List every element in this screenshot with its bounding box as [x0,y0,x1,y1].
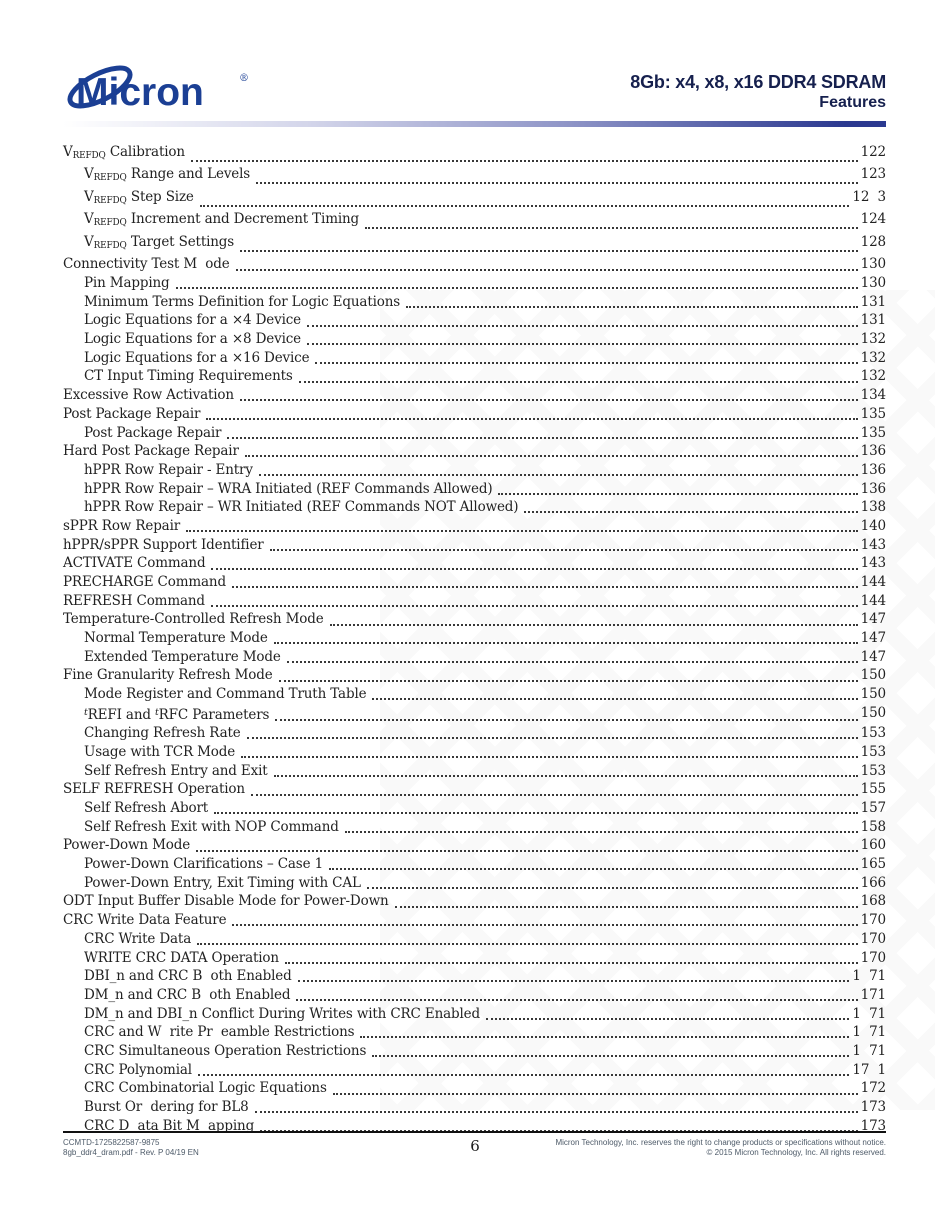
toc-entry-label: Logic Equations for a ×4 Device [84,312,301,329]
toc-entry[interactable] [63,780,886,799]
toc-entry-label: WRITE CRC DATA Operation [84,949,279,966]
toc-entry-label: hPPR Row Repair - Entry [84,461,253,478]
toc-entry-page-number: 170 [860,930,886,947]
toc-entry-label: Extended Temperature Mode [84,648,281,665]
footer-file-revision: 8gb_ddr4_dram.pdf - Rev. P 04/19 EN [63,1148,199,1157]
toc-entry-page-number: 158 [860,818,886,835]
toc-entry-label: CRC Simultaneous Operation Restrictions [84,1042,367,1059]
toc-entry-label: $V_{REFDQ}$ Step Size [84,188,194,206]
dot-leader [247,724,858,739]
toc-entry[interactable] [63,517,886,536]
dot-leader [296,986,857,1001]
toc-entry-page-number: 123 [860,166,886,183]
toc-entry[interactable] [63,592,886,611]
dot-leader [270,536,858,551]
toc-entry[interactable] [63,1098,886,1117]
toc-entry-page-number: 173 [860,1117,886,1134]
table-of-contents [63,143,886,1135]
toc-entry[interactable] [63,311,886,330]
toc-entry-label: ACTIVATE Command [63,555,206,572]
toc-entry-label: Connectivity Test M ode [63,256,230,273]
registered-trademark-symbol: ® [239,73,249,84]
toc-entry-label: DM_n and DBI_n Conflict During Writes with CRC Enabled [84,1005,481,1022]
document-titles [630,72,886,112]
dot-leader [299,367,858,382]
toc-entry-page-number: 160 [860,837,886,854]
toc-entry[interactable] [63,1079,886,1098]
dot-leader [191,143,858,162]
footer-rule [63,1131,886,1133]
toc-entry[interactable] [63,498,886,517]
dot-leader [198,1061,849,1076]
toc-entry-label: $V_{REFDQ}$ Range and Levels [84,166,251,184]
toc-entry[interactable] [63,274,886,293]
toc-entry[interactable] [63,629,886,648]
dot-leader [287,648,858,663]
toc-entry-label: Usage with TCR Mode [84,743,236,760]
dot-leader [345,818,858,833]
toc-entry-page-number: 132 [860,349,886,366]
toc-entry[interactable] [63,704,886,724]
dot-leader [240,386,858,401]
toc-entry-label: DM_n and CRC B oth Enabled [84,986,291,1003]
toc-entry-label: Burst Or dering for BL8 [84,1099,249,1116]
toc-entry-page-number: 147 [860,630,886,647]
toc-entry-page-number: 147 [860,648,886,665]
footer-legal-notice [555,1138,886,1158]
dot-leader [211,554,857,569]
toc-entry[interactable] [63,233,886,255]
page-header [63,62,886,118]
toc-entry-label: Logic Equations for a ×8 Device [84,331,301,348]
toc-entry-page-number: 1 71 [852,1042,886,1059]
toc-entry-page-number: 124 [860,211,886,228]
toc-entry[interactable] [63,892,886,911]
dot-leader [365,210,858,229]
toc-entry-page-number: 138 [860,499,886,516]
toc-entry-label: Fine Granularity Refresh Mode [63,667,273,684]
toc-entry-page-number: 143 [860,555,886,572]
dot-leader [245,442,858,457]
toc-entry[interactable] [63,610,886,629]
toc-entry-label: CRC D ata Bit M apping [84,1117,255,1134]
toc-entry-label: CRC Combinatorial Logic Equations [84,1080,327,1097]
toc-entry-label: CRC Write Data Feature [63,912,227,929]
toc-entry-page-number: 1 71 [852,1005,886,1022]
toc-entry[interactable] [63,255,886,274]
toc-entry-label: Power-Down Entry, Exit Timing with CAL [84,874,361,891]
toc-entry-label: hPPR/sPPR Support Identifier [63,536,264,553]
dot-leader [307,311,858,326]
toc-entry[interactable] [63,536,886,555]
toc-entry-page-number: 153 [860,725,886,742]
dot-leader [330,610,858,625]
toc-entry[interactable] [63,424,886,443]
dot-leader [255,1098,858,1113]
toc-entry-label: Self Refresh Entry and Exit [84,762,268,779]
toc-entry-page-number: 150 [860,667,886,684]
toc-entry-page-number: 157 [860,800,886,817]
toc-entry[interactable] [63,949,886,968]
dot-leader [372,1042,849,1057]
header-gradient-rule [63,121,886,127]
dot-leader [360,1023,849,1038]
toc-entry-page-number: 143 [860,536,886,553]
dot-leader [206,405,857,420]
dot-leader [232,911,857,926]
toc-entry-label: Power-Down Clarifications – Case 1 [84,856,324,873]
dot-leader [214,799,858,814]
toc-entry-label: Normal Temperature Mode [84,630,268,647]
toc-entry-label: CRC Write Data [84,930,192,947]
micron-logo [63,64,253,118]
toc-entry-label: CRC Polynomial [84,1061,192,1078]
toc-entry-label: Hard Post Package Repair [63,443,239,460]
dot-leader [260,1117,858,1132]
toc-entry[interactable] [63,967,886,986]
toc-entry-label: Self Refresh Abort [84,800,209,817]
toc-entry-page-number: 134 [860,387,886,404]
toc-entry-page-number: 1 71 [852,1024,886,1041]
toc-entry-page-number: 135 [860,424,886,441]
toc-entry[interactable] [63,330,886,349]
toc-entry-page-number: 168 [860,893,886,910]
toc-entry[interactable] [63,818,886,837]
dot-leader [406,293,858,308]
toc-entry-page-number: 140 [860,517,886,534]
toc-entry-page-number: 132 [860,368,886,385]
toc-entry-page-number: 144 [860,592,886,609]
toc-entry-page-number: 150 [860,686,886,703]
toc-entry[interactable] [63,724,886,743]
toc-entry[interactable] [63,986,886,1005]
toc-entry-label: sPPR Row Repair [63,517,181,534]
footer-doc-info [63,1138,199,1158]
toc-entry-label: Minimum Terms Definition for Logic Equations [84,293,401,310]
toc-entry[interactable] [63,799,886,818]
product-title: 8Gb: x4, x8, x16 DDR4 SDRAM [630,72,886,92]
toc-entry-label: $V_{REFDQ}$ Increment and Decrement Timing [84,211,360,229]
toc-entry-label: Post Package Repair [84,424,222,441]
toc-entry[interactable] [63,1023,886,1042]
dot-leader [275,704,857,721]
toc-entry[interactable] [63,573,886,592]
dot-leader [329,855,858,870]
dot-leader [227,424,857,439]
toc-entry-page-number: 131 [860,293,886,310]
toc-entry-page-number: 136 [860,461,886,478]
toc-entry-label: SELF REFRESH Operation [63,781,245,798]
toc-entry[interactable] [63,836,886,855]
toc-entry[interactable] [63,855,886,874]
toc-entry[interactable] [63,930,886,949]
footer-notice-line2: © 2015 Micron Technology, Inc. All rights reserved. [706,1148,886,1157]
toc-entry-page-number: 131 [860,312,886,329]
dot-leader [196,836,858,851]
dot-leader [274,762,858,777]
toc-entry-page-number: 171 [860,986,886,1003]
toc-entry-page-number: 173 [860,1099,886,1116]
dot-leader [274,629,858,644]
toc-entry-label: Power-Down Mode [63,837,191,854]
toc-entry-label: CT Input Timing Requirements [84,368,293,385]
toc-entry-label: $^t$REFI and $^t$RFC Parameters [84,706,270,723]
dot-leader [307,330,858,345]
toc-entry[interactable] [63,461,886,480]
dot-leader [232,573,858,588]
dot-leader [251,780,858,795]
section-subtitle: Features [819,94,886,111]
toc-entry-page-number: 17 1 [852,1061,886,1078]
toc-entry[interactable] [63,442,886,461]
toc-entry-page-number: 132 [860,331,886,348]
toc-entry-page-number: 155 [860,781,886,798]
toc-entry[interactable] [63,349,886,368]
dot-leader [211,592,858,607]
dot-leader [298,967,850,982]
toc-entry-page-number: 135 [860,405,886,422]
toc-entry[interactable] [63,143,886,165]
toc-entry-page-number: 165 [860,856,886,873]
toc-entry-page-number: 12 3 [852,188,886,205]
toc-entry-label: Mode Register and Command Truth Table [84,686,367,703]
toc-entry-page-number: 150 [860,704,886,721]
dot-leader [372,685,857,700]
dot-leader [200,188,850,207]
toc-entry[interactable] [63,554,886,573]
dot-leader [315,349,857,364]
dot-leader [256,165,858,184]
dot-leader [240,233,858,252]
toc-entry-label: Pin Mapping [84,275,170,292]
toc-entry-label: CRC and W rite Pr eamble Restrictions [84,1024,355,1041]
dot-leader [279,666,858,681]
toc-entry[interactable] [63,480,886,499]
dot-leader [367,874,858,889]
toc-entry-label: DBI_n and CRC B oth Enabled [84,968,292,985]
dot-leader [333,1079,858,1094]
toc-entry-page-number: 136 [860,480,886,497]
toc-entry[interactable] [63,648,886,667]
toc-entry-page-number: 147 [860,611,886,628]
toc-entry-label: hPPR Row Repair – WRA Initiated (REF Commands Allowed) [84,480,493,497]
toc-entry[interactable] [63,666,886,685]
toc-entry-page-number: 136 [860,443,886,460]
toc-entry-page-number: 144 [860,574,886,591]
toc-entry-page-number: 170 [860,949,886,966]
toc-entry[interactable] [63,1042,886,1061]
dot-leader [176,274,858,289]
toc-entry-page-number: 153 [860,743,886,760]
toc-entry[interactable] [63,874,886,893]
toc-entry[interactable] [63,743,886,762]
micron-logo-icon [63,64,253,114]
toc-entry-label: Excessive Row Activation [63,387,234,404]
dot-leader [524,498,857,513]
dot-leader [285,949,858,964]
toc-entry-page-number: 166 [860,874,886,891]
toc-entry[interactable] [63,405,886,424]
toc-entry-label: PRECHARGE Command [63,574,226,591]
toc-entry[interactable] [63,762,886,781]
toc-entry-label: REFRESH Command [63,592,205,609]
footer-doc-id: CCMTD-1725822587-9875 [63,1138,160,1147]
toc-entry-page-number: 130 [860,275,886,292]
toc-entry-page-number: 1 71 [852,968,886,985]
toc-entry[interactable] [63,188,886,210]
toc-entry[interactable] [63,165,886,187]
toc-entry-label: Temperature-Controlled Refresh Mode [63,611,324,628]
toc-entry-label: ODT Input Buffer Disable Mode for Power-Down [63,893,389,910]
dot-leader [186,517,858,532]
toc-entry-page-number: 130 [860,256,886,273]
dot-leader [259,461,858,476]
toc-entry-page-number: 170 [860,912,886,929]
toc-entry-page-number: 172 [860,1080,886,1097]
toc-entry-label: Logic Equations for a ×16 Device [84,349,310,366]
logo-wordmark: Micron [76,71,204,114]
toc-entry-label: $V_{REFDQ}$ Target Settings [84,233,235,251]
dot-leader [197,930,858,945]
toc-entry-label: Changing Refresh Rate [84,725,241,742]
toc-entry[interactable] [63,367,886,386]
toc-entry-page-number: 122 [860,144,886,160]
toc-entry[interactable] [63,685,886,704]
toc-entry-label: $V_{REFDQ}$ Calibration [63,144,185,161]
toc-entry[interactable] [63,293,886,312]
toc-entry[interactable] [63,1061,886,1080]
dot-leader [498,480,857,495]
dot-leader [486,1005,849,1020]
dot-leader [395,892,858,907]
toc-entry-label: Self Refresh Exit with NOP Command [84,818,339,835]
toc-entry-label: Post Package Repair [63,405,201,422]
dot-leader [241,743,858,758]
toc-entry-page-number: 128 [860,233,886,250]
toc-entry[interactable] [63,210,886,232]
toc-entry[interactable] [63,386,886,405]
dot-leader [236,255,858,270]
toc-entry-page-number: 153 [860,762,886,779]
toc-entry[interactable] [63,1005,886,1024]
footer-notice-line1: Micron Technology, Inc. reserves the right to change products or specifications without notice. [555,1138,886,1147]
toc-entry[interactable] [63,911,886,930]
toc-entry-label: hPPR Row Repair – WR Initiated (REF Commands NOT Allowed) [84,499,519,516]
page-number: 6 [470,1137,480,1155]
